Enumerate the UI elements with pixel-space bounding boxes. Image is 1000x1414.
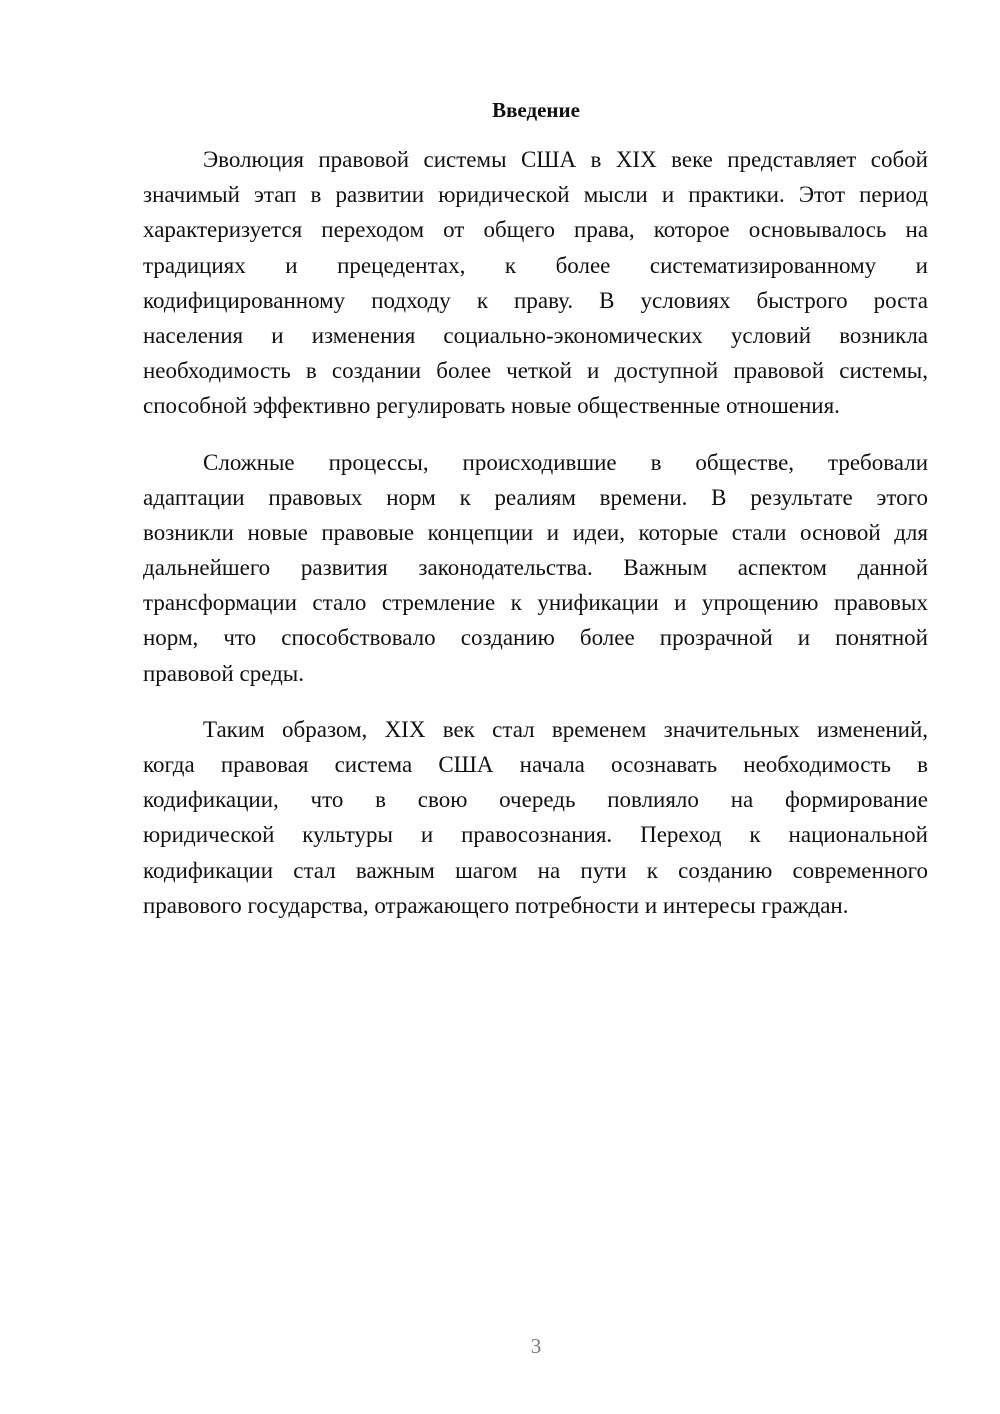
page-title: Введение [492, 98, 580, 122]
paragraph [143, 142, 928, 424]
text-line: адаптации правовых норм к реалиям времени. В результате этого [143, 484, 928, 510]
text-line: кодифицированному подходу к праву. В условиях быстрого роста [143, 287, 928, 313]
text-line: норм, что способствовало созданию более прозрачной и понятной [143, 625, 928, 651]
text-line: правовой среды. [143, 660, 304, 686]
text-line: кодификации, что в свою очередь повлияло на формирование [143, 787, 928, 813]
text-line: значимый этап в развитии юридической мысли и практики. Этот период [143, 182, 928, 208]
paragraph [143, 712, 928, 923]
text-line: характеризуется переходом от общего права, которое основывалось на [143, 217, 928, 243]
paragraph [143, 445, 928, 691]
text-line: населения и изменения социально-экономических условий возникла [143, 322, 928, 348]
text-line: юридической культуры и правосознания. Переход к национальной [143, 822, 928, 848]
text-line: трансформации стало стремление к унификации и упрощению правовых [143, 590, 928, 616]
text-line: правового государства, отражающего потребности и интересы граждан. [143, 892, 849, 918]
document-body [143, 142, 928, 944]
text-line: Таким образом, XIX век стал временем значительных изменений, [203, 716, 928, 742]
text-line: когда правовая система США начала осознавать необходимость в [143, 752, 928, 777]
text-line: возникли новые правовые концепции и идеи, которые стали основой для [143, 519, 928, 545]
text-line: кодификации стал важным шагом на пути к созданию современного [143, 857, 928, 883]
text-line: Сложные процессы, происходившие в обществе, требовали [203, 449, 928, 475]
page-number: 3 [530, 1334, 542, 1358]
text-line: необходимость в создании более четкой и доступной правовой системы, [143, 358, 928, 384]
text-line: традициях и прецедентах, к более систематизированному и [143, 252, 928, 278]
text-line: способной эффективно регулировать новые общественные отношения. [143, 393, 840, 419]
text-line: Эволюция правовой системы США в XIX веке представляет собой [203, 147, 928, 172]
text-line: дальнейшего развития законодательства. Важным аспектом данной [143, 555, 928, 581]
